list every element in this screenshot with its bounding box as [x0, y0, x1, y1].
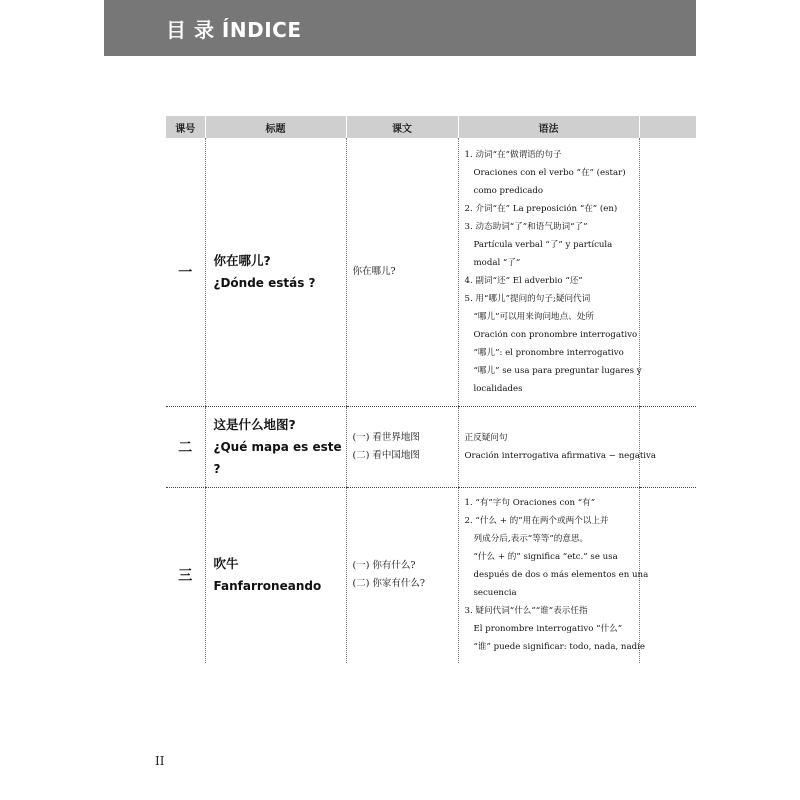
grammar-line: Oración interrogativa afirmativa − negativa	[464, 450, 657, 461]
grammar-line: después de dos o más elementos en una	[473, 570, 649, 581]
grammar-cell	[458, 406, 657, 487]
grammar-line: modal “了”	[473, 257, 521, 268]
table-header-row	[166, 116, 696, 138]
grammar-line: “哪儿”可以用来询问地点、处所	[473, 311, 595, 322]
lesson-number: 三	[178, 568, 193, 585]
column-header-grammar: 语法	[458, 116, 639, 138]
index-table	[166, 116, 696, 663]
page-title: 目 录 ÍNDICE	[166, 17, 302, 42]
header-banner	[104, 0, 696, 56]
grammar-line: 5. 用“哪儿”提问的句子;疑问代词	[464, 293, 591, 304]
lesson-number: 一	[166, 138, 205, 406]
table-row	[166, 138, 696, 406]
lesson-text: 你在哪儿?	[352, 265, 396, 277]
grammar-line: 1. 动词“在”做谓语的句子	[464, 149, 562, 160]
lesson-text-cell	[346, 487, 458, 663]
extra-cell	[639, 138, 696, 406]
grammar-line: “哪儿” se usa para preguntar lugares y	[473, 365, 642, 376]
lesson-title-zh: 这是什么地图?	[213, 416, 296, 432]
column-header-extra	[639, 116, 696, 138]
extra-cell	[639, 406, 696, 487]
lesson-title-zh: 你在哪儿?	[213, 252, 271, 268]
grammar-line: El pronombre interrogativo “什么”	[473, 624, 623, 635]
grammar-line: 4. 副词“还” El adverbio “还”	[464, 275, 583, 286]
column-header-title: 标题	[205, 116, 346, 138]
grammar-line: secuencia	[473, 588, 517, 599]
lesson-text: (一) 看世界地图	[352, 431, 420, 443]
grammar-line: “哪儿”: el pronombre interrogativo	[473, 347, 624, 358]
lesson-title-es: ¿Qué mapa es este ?	[213, 439, 342, 476]
lesson-text: (二) 你家有什么?	[352, 578, 426, 590]
page-number: II	[155, 754, 165, 768]
grammar-line: como predicado	[473, 185, 544, 196]
grammar-line: 1. “有”字句 Oraciones con “有”	[464, 498, 596, 509]
lesson-title-cell[interactable]	[205, 138, 346, 406]
grammar-cell	[458, 487, 649, 663]
grammar-cell	[458, 138, 642, 406]
column-header-text: 课文	[346, 116, 458, 138]
grammar-line: 列成分后,表示“等等”的意思。	[473, 534, 589, 545]
grammar-line: 3. 动态助词“了”和语气助词“了”	[464, 221, 588, 232]
grammar-line: 2. “什么 + 的”用在两个或两个以上并	[464, 516, 609, 527]
column-header-lesson: 课号	[166, 116, 205, 138]
grammar-line: Oración con pronombre interrogativo	[473, 329, 638, 340]
grammar-line: 3. 疑问代词“什么”“谁”表示任指	[464, 606, 588, 617]
table-row	[166, 487, 696, 663]
lesson-number: 二	[166, 406, 205, 487]
grammar-line: Oraciones con el verbo “在” (estar)	[473, 167, 626, 178]
grammar-line: “谁” puede significar: todo, nada, nadie	[473, 642, 645, 653]
lesson-title-zh: 吹牛	[213, 556, 239, 572]
lesson-text-cell	[346, 406, 458, 487]
grammar-line: localidades	[473, 383, 523, 394]
lesson-title-cell[interactable]	[205, 406, 346, 487]
lesson-title-es: ¿Dónde estás ?	[213, 275, 316, 290]
grammar-line: 2. 介词“在” La preposición “在” (en)	[464, 203, 618, 214]
lesson-text: (一) 你有什么?	[352, 560, 416, 572]
grammar-line: “什么 + 的” significa “etc.” se usa	[473, 552, 618, 563]
lesson-text-cell	[346, 138, 458, 406]
table-row	[166, 406, 696, 487]
grammar-line: 正反疑问句	[464, 432, 508, 443]
lesson-title-cell[interactable]	[205, 487, 346, 663]
lesson-text: (二) 看中国地图	[352, 449, 420, 461]
grammar-line: Partícula verbal “了” y partícula	[473, 239, 613, 250]
lesson-title-es: Fanfarroneando	[213, 579, 322, 594]
